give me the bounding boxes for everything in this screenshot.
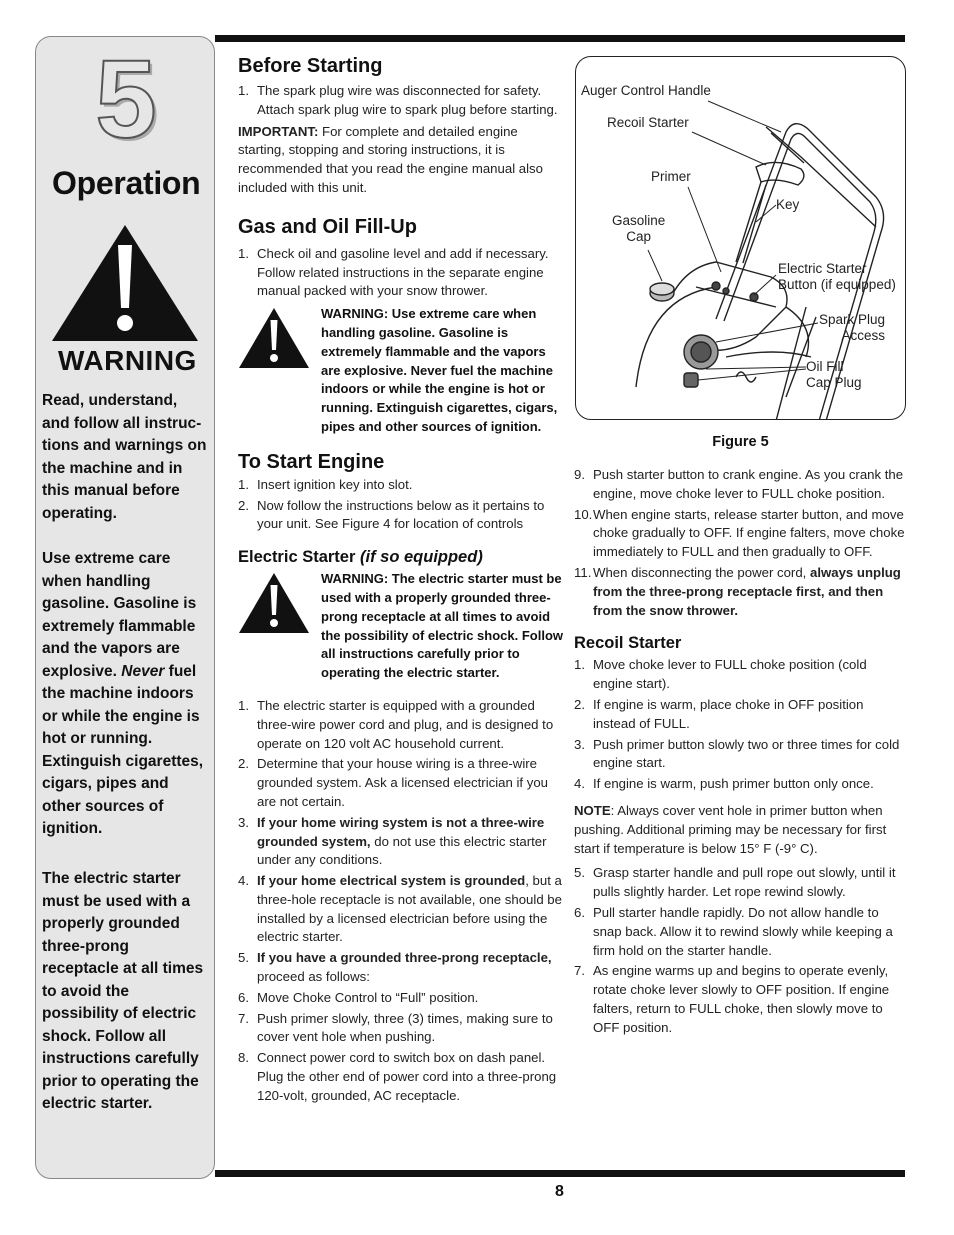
before-starting-list	[238, 82, 563, 120]
before-starting-heading: Before Starting	[238, 55, 383, 77]
list-item: 7. As engine warms up and begins to operate evenly, rotate choke lever slowly to OFF position. If engine falters, return to FULL choke, then slowly move to OFF position.	[574, 963, 890, 1035]
chapter-number: 5	[95, 38, 157, 161]
to-start-section	[238, 451, 563, 534]
label-spark-plug-access: Spark Plug Access	[819, 312, 886, 343]
list-item: 6. Pull starter handle rapidly. Do not allow handle to snap back. Allow it to rewind slowly while keeping a firm hold on the starter handle.	[574, 904, 893, 958]
warning-triangle-icon	[238, 572, 310, 634]
figure-caption: Figure 5	[712, 434, 769, 450]
chapter-title: Operation	[52, 165, 201, 201]
list-item: 4. If your home electrical system is grounded, but a three-hole receptacle is not available, one should be installed by a licensed electrician before using the electric starter.	[238, 873, 562, 945]
list-item: 5. Grasp starter handle and pull rope out slowly, until it pulls slightly harder. Let rope rewind slowly.	[574, 865, 896, 900]
top-rule	[215, 35, 905, 42]
list-item: 6. Move Choke Control to “Full” position.	[238, 989, 479, 1005]
list-item: 1. The spark plug wire was disconnected for safety. Attach spark plug wire to spark plug before starting.	[238, 83, 558, 117]
warning-paragraph-electric: The electric starter must be used with a properly grounded three-prong receptacle at all times to avoid the possibility of electric shock. Follow all instructions carefully prior to operating the electric starter.	[42, 870, 204, 1112]
recoil-starter-list	[574, 656, 909, 794]
list-item: 5. If you have a grounded three-prong receptacle, proceed as follows:	[238, 950, 552, 985]
list-item: 2. Determine that your house wiring is a three-wire grounded system. Ask a licensed electrician if you are not certain.	[238, 756, 549, 809]
list-item: 11. When disconnecting the power cord, always unplug from the three-prong receptacle first, and then from the snow thrower.	[574, 564, 901, 618]
figure-5-illustration	[575, 56, 906, 420]
list-item: 1. Check oil and gasoline level and add if necessary. Follow related instructions in the separate engine manual packed with your snow thrower.	[238, 245, 549, 299]
list-item: 2. If engine is warm, place choke in OFF position instead of FULL.	[574, 696, 864, 731]
list-item: 10. When engine starts, release starter button, and move choke gradually to OFF. If engine falters, move choke immediately to FULL and then gradually to OFF.	[574, 506, 905, 560]
warning-triangle-icon	[238, 307, 310, 369]
primer-note: NOTE: Always cover vent hole in primer button when pushing. Additional priming may be necessary for first start if temperature is below 15° F (-9° C).	[574, 802, 887, 856]
list-item: 7. Push primer slowly, three (3) times, making sure to cover vent hole when pushing.	[238, 1010, 553, 1045]
label-key: Key	[776, 197, 800, 212]
recoil-starter-section	[574, 634, 909, 1037]
before-starting-section	[238, 55, 563, 198]
gas-oil-list	[238, 245, 563, 301]
to-start-heading: To Start Engine	[238, 450, 385, 473]
electric-starter-heading: Electric Starter (if so equipped)	[238, 548, 483, 567]
label-gasoline-cap: Gasoline Cap	[612, 213, 666, 244]
gasoline-warning-box	[238, 305, 563, 437]
label-auger-control-handle: Auger Control Handle	[581, 83, 711, 98]
right-column	[574, 466, 909, 1040]
list-item: 1. The electric starter is equipped with a grounded three-wire power cord and plug, and is designed to operate on 120 volt AC household current.	[238, 697, 554, 751]
gasoline-warning-text: WARNING: Use extreme care when handling gasoline. Gasoline is extremely flammable and the vapors are explosive. Never fuel the machine indoors or while the engine is hot or running. Extinguish cigarettes, cigars, pipes and other sources of ignition.	[321, 306, 558, 434]
to-start-list	[238, 476, 563, 534]
label-oil-fill-cap-plug: Oil Fill Cap Plug	[806, 359, 862, 390]
middle-column	[238, 55, 563, 1108]
list-item: 4. If engine is warm, push primer button only once.	[574, 776, 874, 792]
warning-paragraph-gasoline: Use extreme care when handling gasoline. Gasoline is extremely flammable and the vapors are explosive. Never fuel the machine indoors or while the engine is hot or running. Extinguish cigarettes, cigars, pipes and other sources of ignition.	[42, 550, 204, 837]
label-electric-starter-button: Electric Starter Button (if equipped)	[778, 261, 896, 292]
electric-warning-text: WARNING: The electric starter must be used with a properly grounded three-prong receptacle at all times to avoid the possibility of electric shock. Follow all instructions carefully prior to operating the electric starter.	[321, 571, 563, 681]
electric-warning-box	[238, 570, 563, 683]
gas-oil-section	[238, 216, 563, 437]
electric-starter-list-continued	[574, 466, 909, 620]
warning-triangle-icon	[50, 223, 200, 343]
gas-oil-heading: Gas and Oil Fill-Up	[238, 215, 417, 238]
list-item: 1. Insert ignition key into slot.	[238, 476, 413, 492]
sidebar	[35, 36, 215, 1179]
bottom-rule	[215, 1170, 905, 1177]
list-item: 1. Move choke lever to FULL choke position (cold engine start).	[574, 657, 867, 692]
electric-starter-section	[238, 548, 563, 1106]
warning-title: WARNING	[58, 345, 197, 376]
list-item: 9. Push starter button to crank engine. As you crank the engine, move choke lever to FULL choke position.	[574, 467, 904, 501]
list-item: 8. Connect power cord to switch box on dash panel. Plug the other end of power cord into a three-prong 120-volt, grounded, AC receptacle.	[238, 1050, 557, 1103]
list-item: 2. Now follow the instructions below as it pertains to your unit. See Figure 4 for location of controls	[238, 497, 545, 532]
warning-paragraph-read: Read, understand, and follow all instruc-tions and warnings on the machine and in this manual before operating.	[42, 392, 207, 522]
list-item: 3. Push primer button slowly two or three times for cold engine start.	[574, 736, 900, 771]
label-recoil-starter: Recoil Starter	[607, 115, 689, 130]
important-note: IMPORTANT: For complete and detailed engine starting, stopping and storing instructions, it is recommended that you read the engine manual also included with this unit.	[238, 123, 543, 195]
recoil-starter-heading: Recoil Starter	[574, 634, 682, 653]
page-number: 8	[555, 1183, 564, 1200]
list-item: 3. If your home wiring system is not a three-wire grounded system, do not use this electric starter under any conditions.	[238, 814, 547, 868]
label-primer: Primer	[651, 169, 691, 184]
recoil-starter-list-2	[574, 864, 909, 1037]
electric-starter-list	[238, 697, 563, 1106]
